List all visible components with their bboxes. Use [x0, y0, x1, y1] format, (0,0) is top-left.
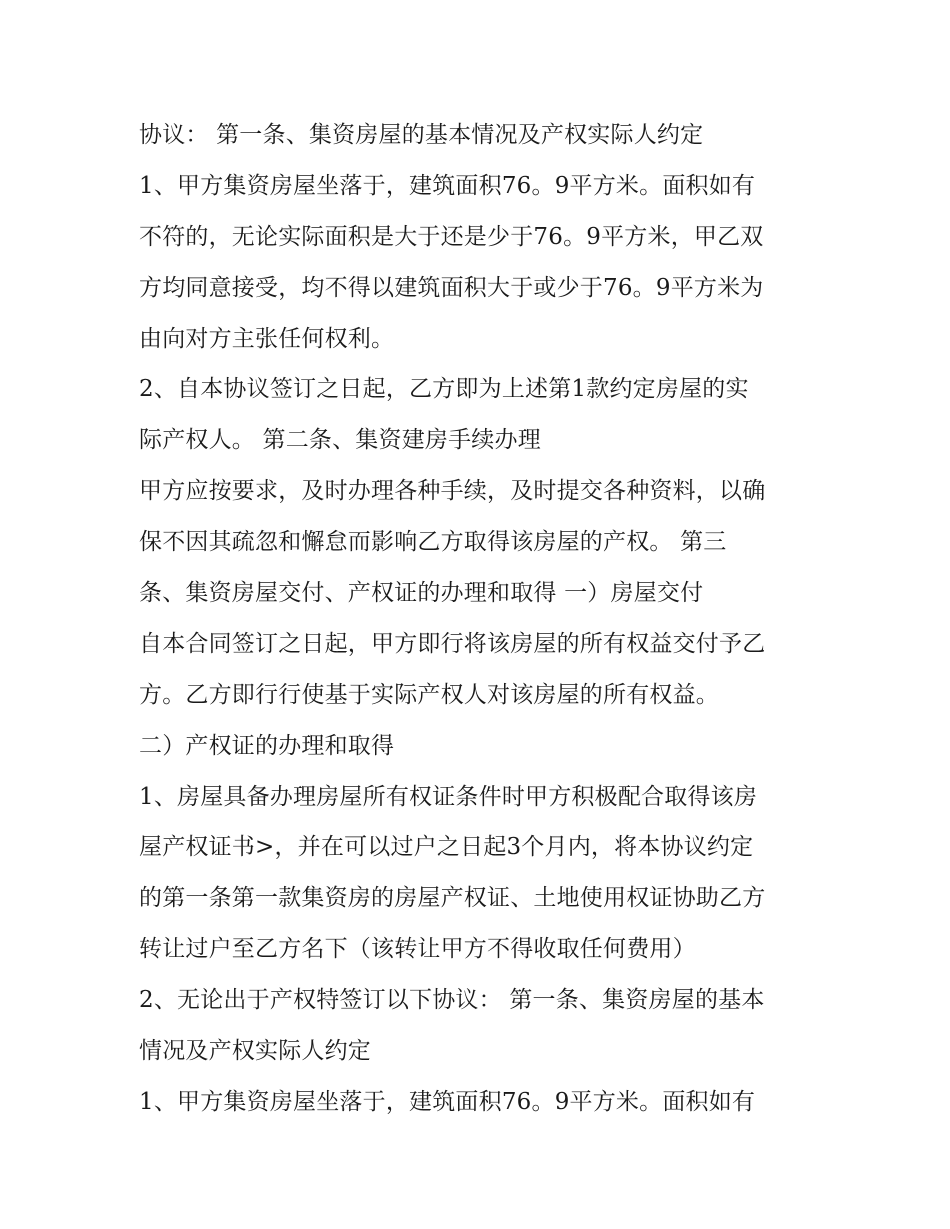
text-line: 不符的，无论实际面积是大于还是少于76。9平方米，甲乙双	[139, 223, 764, 250]
text-line: 的第一条第一款集资房的房屋产权证、土地使用权证协助乙方	[139, 885, 766, 912]
text-line: 条、集资房屋交付、产权证的办理和取得 一）房屋交付	[139, 580, 704, 607]
text-line: 自本合同签订之日起，甲方即行将该房屋的所有权益交付予乙	[139, 630, 766, 657]
text-line: 保不因其疏忽和懈怠而影响乙方取得该房屋的产权。 第三	[139, 529, 727, 556]
text-line: 甲方应按要求，及时办理各种手续，及时提交各种资料，以确	[139, 478, 766, 505]
text-line: 1、房屋具备办理房屋所有权证条件时甲方积极配合取得该房	[139, 783, 758, 810]
text-line: 1、甲方集资房屋坐落于，建筑面积76。9平方米。面积如有	[139, 1088, 756, 1115]
document-body	[139, 110, 829, 1128]
text-line: 协议： 第一条、集资房屋的基本情况及产权实际人约定	[139, 122, 704, 148]
text-line: 际产权人。 第二条、集资建房手续办理	[139, 427, 541, 454]
text-line: 屋产权证书>，并在可以过户之日起3个月内，将本协议约定	[139, 834, 754, 861]
text-line: 方。乙方即行行使基于实际产权人对该房屋的所有权益。	[139, 681, 719, 708]
text-line: 由向对方主张任何权利。	[139, 325, 395, 352]
text-line: 方均同意接受，均不得以建筑面积大于或少于76。9平方米为	[139, 274, 764, 301]
text-line: 1、甲方集资房屋坐落于，建筑面积76。9平方米。面积如有	[139, 172, 756, 199]
text-line: 二）产权证的办理和取得	[139, 732, 395, 759]
text-line: 转让过户至乙方名下（该转让甲方不得收取任何费用）	[139, 936, 696, 963]
text-line: 2、无论出于产权特签订以下协议： 第一条、集资房屋的基本	[139, 987, 765, 1014]
text-line: 2、自本协议签订之日起，乙方即为上述第1款约定房屋的实	[139, 376, 749, 403]
text-line: 情况及产权实际人约定	[139, 1038, 371, 1065]
